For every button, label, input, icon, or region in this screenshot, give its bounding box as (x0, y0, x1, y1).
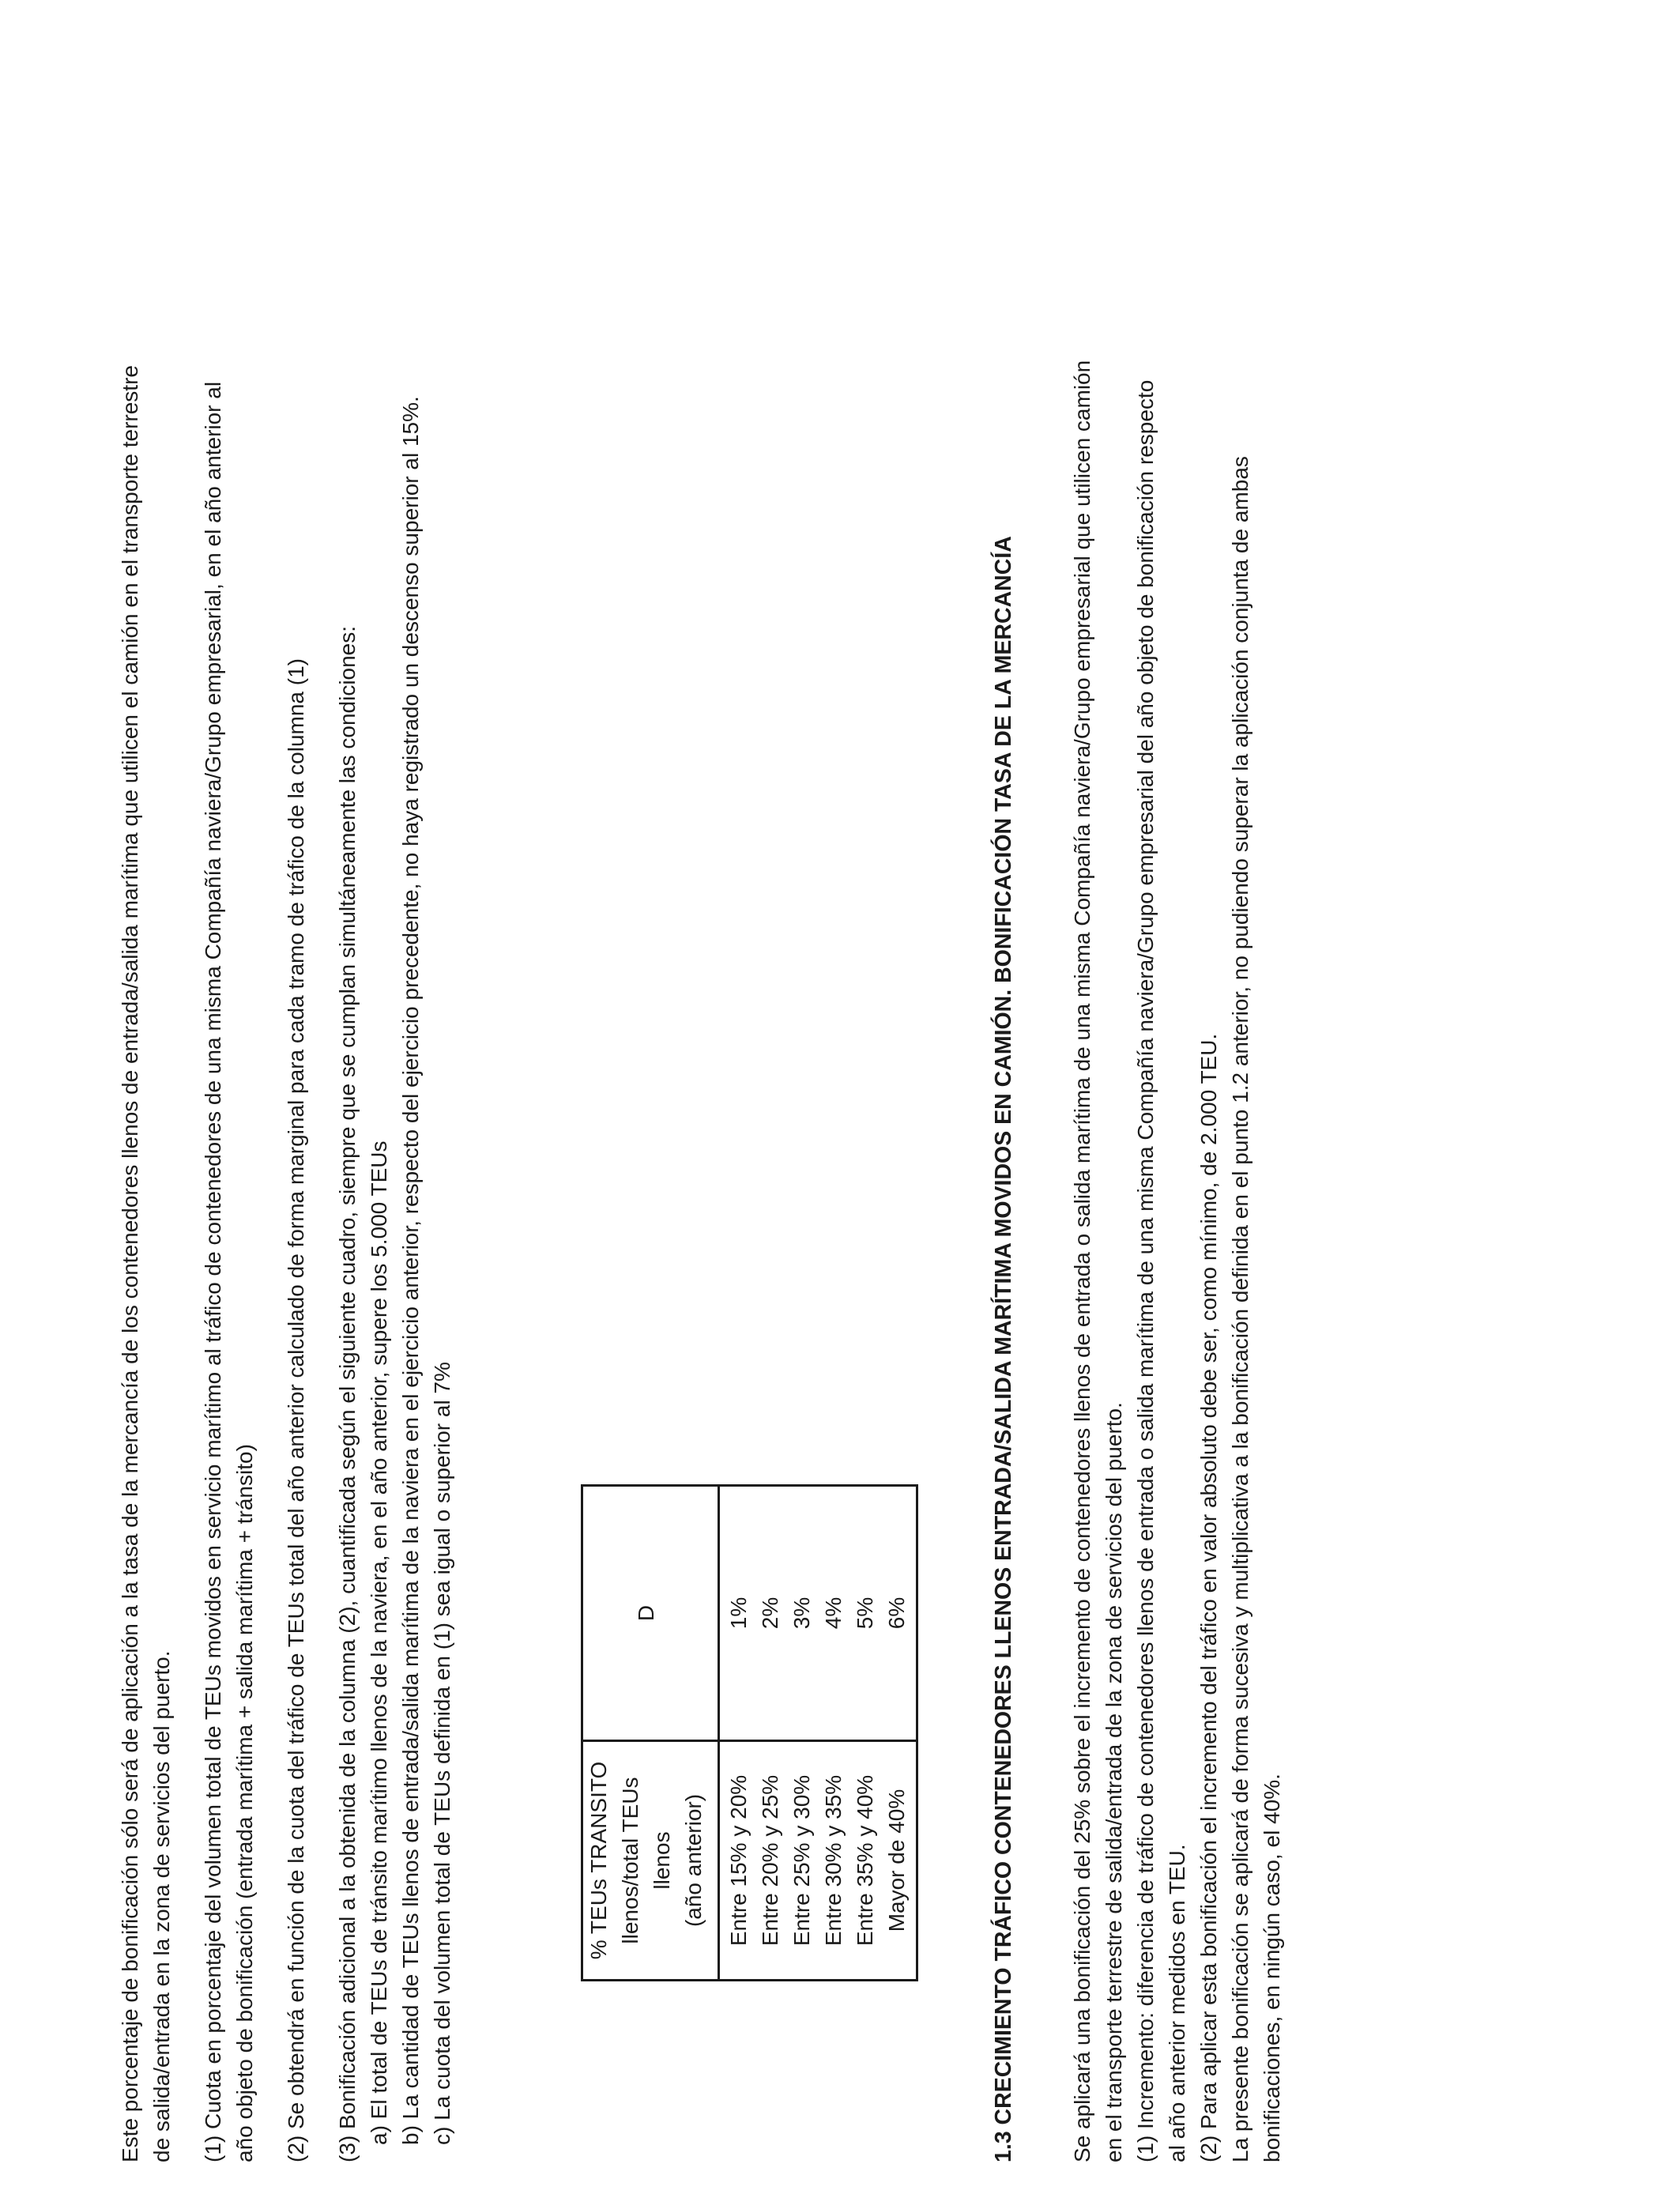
header-line-3: (año anterior) (681, 1793, 706, 1928)
row-range: Entre 30% y 35% (818, 1741, 849, 1981)
section-paragraph-1-line-1: Se aplicará una bonificación del 25% sobre el incremento de contenedores llenos de entrada o salida marítima de una misma Compañía naviera/Grupo empresarial que utilicen camión (1070, 360, 1094, 2162)
row-value: 3% (789, 1596, 814, 1630)
note-1-line-1: (1) Cuota en porcentaje del volumen total de TEUs movidos en servicio marítimo al tráfico de contenedores de una misma Compañía naviera/Grupo empresarial, en el año anterior al (201, 381, 225, 2162)
header-line-1: % TEUs TRANSITO (586, 1761, 611, 1960)
note-3-line-1: (3) Bonificación adicional a la obtenida de la columna (2), cuantificada según el siguiente cuadro, siempre que se cumplan simultáneamente las condiciones: (335, 625, 360, 2162)
bonus-table (581, 1484, 918, 1981)
row-value: 6% (884, 1596, 909, 1630)
row-value: 2% (758, 1596, 782, 1630)
note-3-condition-a: a) El total de TEUs de tránsito marítimo llenos de la naviera, en el año anterior, supere los 5.000 TEUs (367, 1140, 391, 2145)
row-value: 4% (821, 1596, 846, 1630)
row-value: 1% (726, 1596, 751, 1630)
bonus-table-header (582, 1486, 719, 1981)
header-d: D (582, 1486, 719, 1741)
row-range: Entre 25% y 30% (786, 1741, 818, 1981)
section-paragraph-2-line-2: bonificaciones, en ningún caso, el 40%. (1260, 1774, 1284, 2162)
footnote-1-line-2: al año anterior medidos en TEU. (1165, 1844, 1189, 2162)
section-paragraph-2-line-1: La presente bonificación se aplicará de forma sucesiva y multiplicativa a la bonificación definida en el punto 1.2 anterior, no pudiendo superar la aplicación conjunta de ambas (1228, 456, 1252, 2162)
row-range: Entre 20% y 25% (755, 1741, 786, 1981)
row-range: Entre 15% y 20% (719, 1741, 755, 1981)
footnote-1-line-1: (1) Incremento: diferencia de tráfico de contenedores llenos de entrada o salida marítima de una misma Compañía naviera/Grupo empresarial del año objeto de bonificación respecto (1133, 379, 1158, 2162)
footnote-2: (2) Para aplicar esta bonificación el incremento del tráfico en valor absoluto debe ser, como mínimo, de 2.000 TEU. (1196, 1033, 1221, 2162)
note-2: (2) Se obtendrá en función de la cuota del tráfico de TEUs total del año anterior calculado de forma marginal para cada tramo de tráfico de la columna (1) (284, 658, 308, 2162)
table-row (786, 1486, 818, 1981)
section-paragraph-1-line-2: en el transporte terrestre de salida/entrada de la zona de servicios del puerto. (1102, 1402, 1126, 2162)
row-value: 5% (853, 1596, 877, 1630)
table-row (719, 1486, 755, 1981)
row-range: Mayor de 40% (881, 1741, 917, 1981)
header-line-2: llenos/total TEUs llenos (618, 1777, 674, 1944)
section-heading: 1.3 CRECIMIENTO TRÁFICO CONTENEDORES LLENOS ENTRADA/SALIDA MARÍTIMA MOVIDOS EN CAMIÓN. BONIFICACIÓN TASA DE LA MERCANCÍA (991, 536, 1016, 2162)
note-3-condition-c: c) La cuota del volumen total de TEUs definida en (1) sea igual o superior al 7% (430, 1362, 454, 2145)
intro-line-1: Este porcentaje de bonificación sólo será de aplicación a la tasa de la mercancía de los contenedores llenos de entrada/salida marítima que utilicen el camión en el transporte terrestre (118, 365, 142, 2162)
table-row (849, 1486, 881, 1981)
note-1-line-2: año objeto de bonificación (entrada marítima + salida marítima + tránsito) (232, 1444, 257, 2162)
note-3-condition-b: b) La cantidad de TEUs llenos de entrada/salida marítima de la naviera en el ejercicio anterior, respecto del ejercicio precedente, no haya registrado un descenso superior al 15%. (398, 396, 423, 2145)
table-row (881, 1486, 917, 1981)
table-row (818, 1486, 849, 1981)
header-teus-transit (582, 1741, 719, 1981)
row-range: Entre 35% y 40% (849, 1741, 881, 1981)
table-row (755, 1486, 786, 1981)
intro-line-2: de salida/entrada en la zona de servicios del puerto. (149, 1650, 174, 2162)
